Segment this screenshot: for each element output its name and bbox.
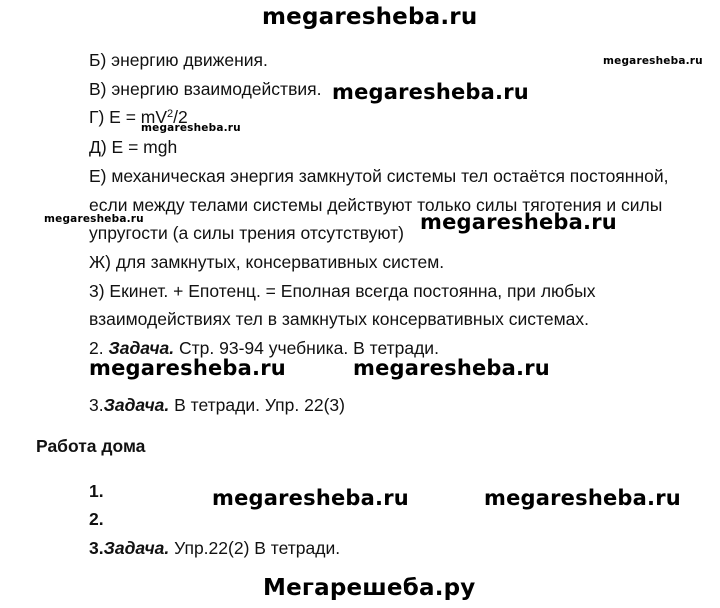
answer-v: В) энергию взаимодействия.: [89, 79, 322, 99]
formula-kinetic-prefix: Г) E = mV: [89, 107, 168, 127]
watermark-small-right: megaresheba.ru: [603, 55, 703, 67]
answer-d: Д) E = mgh: [89, 137, 178, 157]
watermark-home-right: megaresheba.ru: [484, 486, 681, 510]
watermark-mid-left: megaresheba.ru: [89, 356, 286, 380]
watermark-small-left: megaresheba.ru: [44, 213, 144, 225]
task-2-text: Стр. 93-94 учебника. В тетради.: [174, 338, 439, 358]
homework-item-2: 2.: [89, 509, 104, 529]
task-3: [89, 394, 345, 416]
header-watermark: megaresheba.ru: [262, 4, 478, 30]
task-3-text: В тетради. Упр. 22(3): [169, 395, 345, 415]
task-2-number: 2.: [89, 338, 109, 358]
formula-kinetic-suffix: /2: [173, 107, 188, 127]
watermark-small-g: megaresheba.ru: [141, 122, 241, 134]
answer-b: Б) энергию движения.: [89, 50, 268, 70]
task-3-number: 3.: [89, 395, 104, 415]
answer-z-line1: 3) Екинет. + Епотенц. = Еполная всегда постоянна, при любых: [89, 281, 596, 301]
watermark-mid-right: megaresheba.ru: [353, 356, 550, 380]
answer-e-line2: если между телами системы действуют только силы тяготения и силы: [89, 195, 663, 215]
answer-e-line3: упругости (а силы трения отсутствуют): [89, 223, 404, 243]
task-3-label: Задача.: [103, 395, 170, 415]
answer-zh: Ж) для замкнутых, консервативных систем.: [89, 252, 445, 272]
formula-exponent: 2: [167, 108, 174, 120]
homework-heading: Работа дома: [36, 436, 146, 456]
homework-item-1: 1.: [89, 481, 104, 501]
answer-z-line2: взаимодействиях тел в замкнутых консервативных системах.: [89, 309, 589, 329]
homework-item-3-number: 3.: [89, 538, 104, 558]
homework-item-3-text: Упр.22(2) В тетради.: [169, 538, 341, 558]
watermark-inline-2: megaresheba.ru: [420, 210, 617, 234]
watermark-home-left: megaresheba.ru: [212, 486, 409, 510]
footer-watermark: Мегарешеба.ру: [263, 575, 476, 601]
answer-e-line1: Е) механическая энергия замкнутой системы тел остаётся постоянной,: [89, 166, 669, 186]
task-2-label: Задача.: [108, 338, 175, 358]
homework-item-3: [89, 537, 340, 559]
homework-item-3-label: Задача.: [103, 538, 170, 558]
watermark-inline-1: megaresheba.ru: [332, 80, 529, 104]
